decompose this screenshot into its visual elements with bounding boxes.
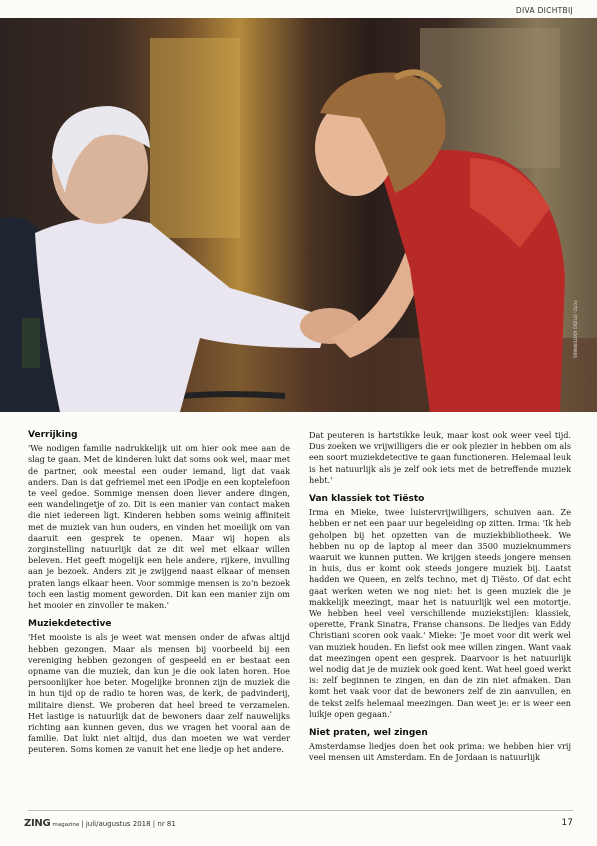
heading-verrijking: Verrijking: [28, 430, 78, 440]
photo-illustration: [0, 18, 597, 412]
heading-niet-praten-wel-zingen: Niet praten, wel zingen: [309, 728, 428, 739]
heading-van-klassiek-tot-tiesto: Van klassiek tot Tiësto: [309, 494, 425, 505]
paragraph-verrijking: 'We nodigen familie nadrukkelijk uit om hier ook mee aan de slag te gaan. Met de kinderen lukt dat soms ook wel, maar met de partner, ook meestal een ouder iemand, ligt dat vaak anders. Dan is dat gefriemel met een iPodje en een koptelefoon te veel gedoe. Sommige mensen doen liever andere dingen, een wandelingetje of zo. Dit is een manier van contact maken die niet iedereen ligt. Kinderen hebben soms weinig affiniteit met de muziek van hun ouders, en vinden het moeilijk om van daaruit een gesprek te openen. Maar wij hopen als zorginstelling natuurlijk dat ze dit wel met elkaar willen beleven. Het geeft mogelijk een hele andere, rijkere, invulling aan je bezoek. Anders zit je zwijgend naast elkaar of mensen praten langs elkaar heen. Voor sommige mensen is zo'n bezoek toch een lastig moment geworden. Dit kan een manier zijn om het mooier en zinvoller te maken.': [28, 443, 290, 611]
paragraph-continuation: Dat peuteren is hartstikke leuk, maar kost ook weer veel tijd. Dus zoeken we vrijwilligers die er ook plezier in hebben om als een soort muziekdetective te gaan functioneren. Helemaal leuk is het natuurlijk als je zelf ook iets met de betreffende muziek hebt.': [309, 430, 571, 485]
footer: [24, 818, 176, 829]
paragraph-van-klassiek-tot-tiesto: Irma en Mieke, twee luistervrijwilligers, schuiven aan. Ze hebben er net een paar uur begeleiding op zitten. Irma: 'Ik heb geholpen bij het opzetten van de muziekbibliotheek. We hebben nu op de laptop al meer dan 3500 muzieknummers waaruit we kunnen putten. We krijgen steeds jongere mensen in huis, dus er komt ook steeds jongere muziek bij. Laatst hadden we Queen, en zelfs techno, met dj Tiësto. Of dat echt gaat werken weten we nog niet: het is geen muziek die je makkelijk meezingt, maar het is natuurlijk wel een motortje. We hebben heel veel verschillende muziekstijlen: klassiek, operette, Frank Sinatra, Franse chansons. De liedjes van Eddy Christiani scoren ook vaak.' Mieke: 'Je moet voor dit werk wel van muziek houden. En liefst ook mee willen zingen. Want vaak dat meezingen opent een gesprek. Daarvoor is het natuurlijk wel nodig dat je de muziek ook goed kent. Wat heel goed werkt is: zelf beginnen te zingen, en dan de zin niet afmaken. Dan komt het vaak voor dat de bewoners zelf de zin aanvullen, en de tekst zelfs helemaal meezingen. Dan weet je: er is weer een luikje open gegaan.': [309, 507, 571, 719]
right-column: [309, 430, 571, 772]
paragraph-niet-praten-wel-zingen: Amsterdamse liedjes doen het ook prima: we hebben hier vrij veel mensen uit Amsterdam. En de Jordaan is natuurlijk: [309, 741, 571, 763]
page-number: 17: [561, 818, 573, 828]
left-column: [28, 430, 290, 764]
footer-issue: | juli/augustus 2018 | nr 81: [81, 820, 176, 828]
footer-brand-logo: ZING: [24, 818, 51, 829]
heading-muziekdetective: Muziekdetective: [28, 619, 112, 630]
footer-magazine-label: magazine: [52, 822, 80, 828]
footer-divider: [28, 810, 573, 811]
paragraph-muziekdetective: 'Het mooiste is als je weet wat mensen onder de afwas altijd hebben gezongen. Maar als mensen bij voorbeeld bij een vereniging hebben gezongen of gespeeld en er bestaat een opname van die muziek, dan kun je die ook laten horen. Hoe persoonlijker hoe beter. Mogelijke bronnen zijn de muziek die in hun tijd op de radio te horen was, de kerk, de padvinderij, militaire dienst. We proberen dat heel breed te verzamelen. Het lastige is natuurlijk dat de bewoners daar zelf nauwelijks richting aan kunnen geven, dus we vragen het vooral aan de familie. Dat lukt niet altijd, dus dan moeten we wat verder peuteren. Soms komen ze vanuit het ene liedje op het andere.: [28, 632, 290, 755]
article-photo: [0, 18, 597, 412]
section-label: DIVA DICHTBIJ: [515, 6, 573, 15]
photo-credit: FOTO: STUDIO KASTERMANS: [572, 300, 577, 358]
